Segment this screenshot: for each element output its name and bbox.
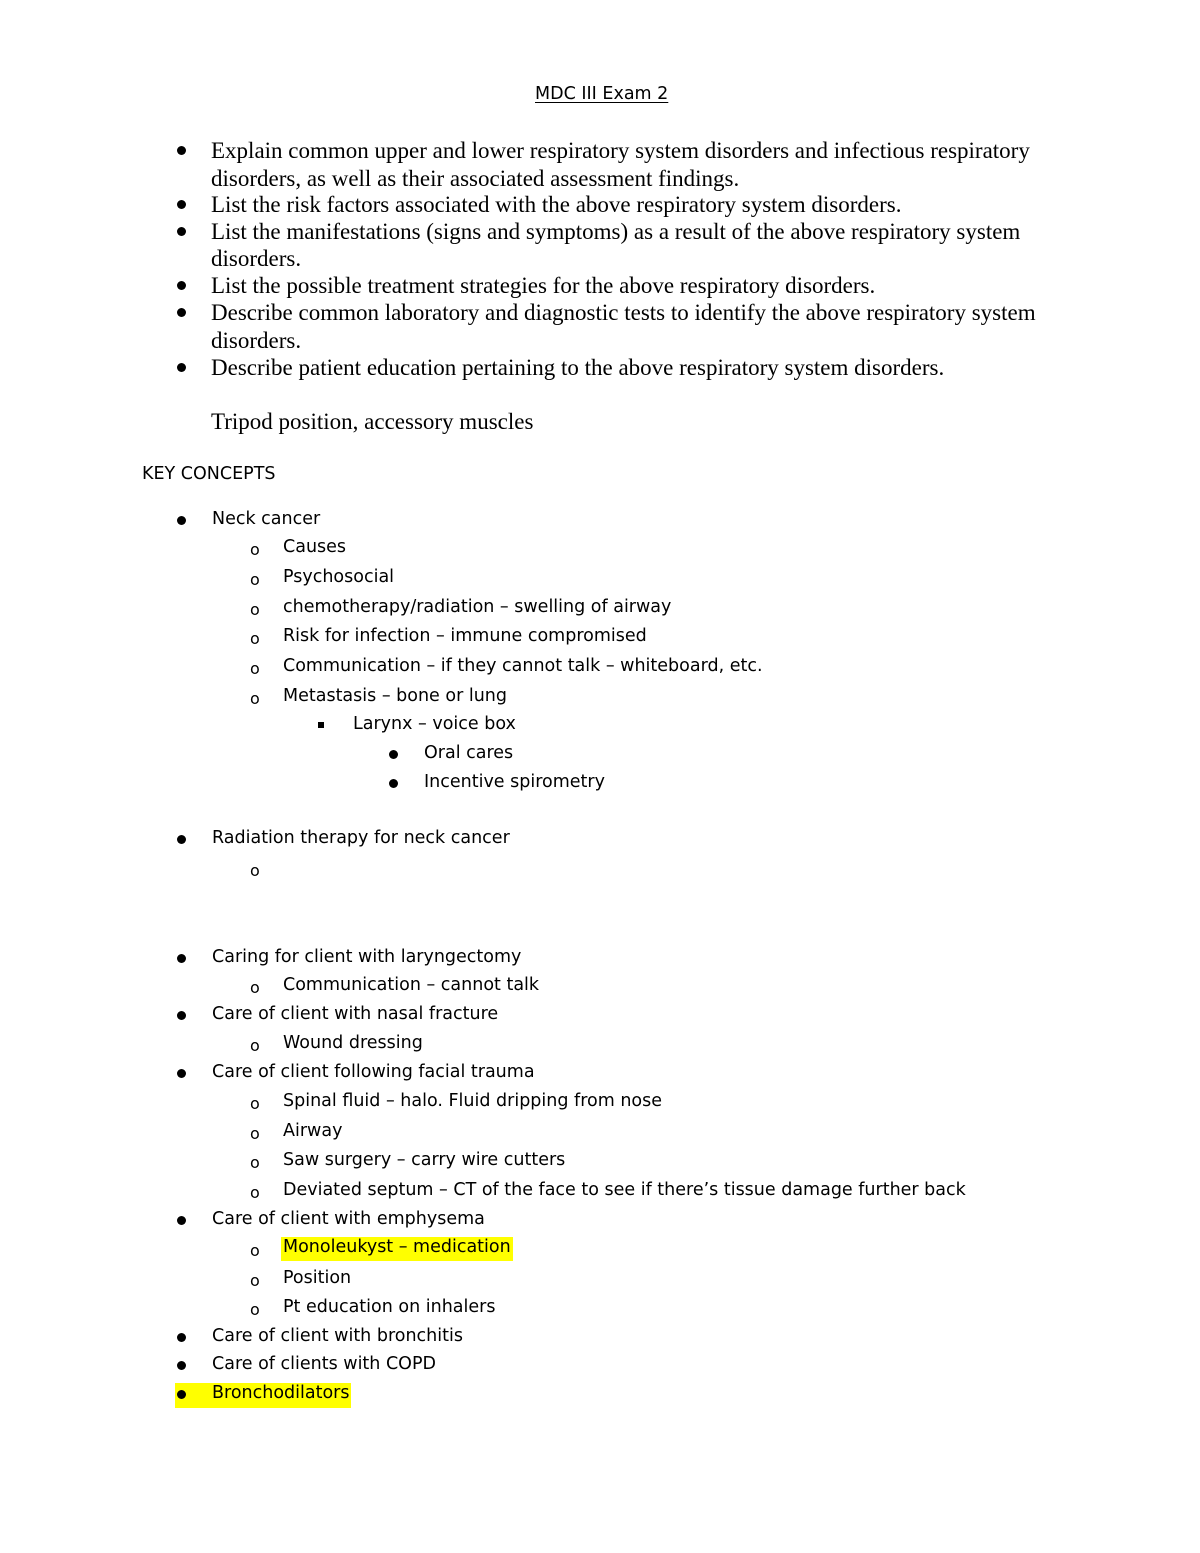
circle-bullet-icon: o [250, 570, 260, 589]
objective-line: disorders. [211, 246, 302, 271]
bullet-icon [177, 281, 186, 290]
circle-bullet-icon: o [250, 1300, 260, 1319]
bullet-icon [177, 227, 186, 236]
circle-bullet-icon: o [250, 659, 260, 678]
list-item: Radiation therapy for neck cancer [212, 828, 510, 848]
bullet-icon [177, 1333, 186, 1342]
objective-line: disorders, as well as their associated assessment findings. [211, 166, 740, 191]
list-item: Airway [283, 1121, 343, 1141]
objective-line: List the possible treatment strategies for the above respiratory disorders. [211, 273, 876, 298]
square-bullet-icon [318, 722, 324, 728]
list-item: Deviated septum – CT of the face to see if there’s tissue damage further back [283, 1180, 966, 1200]
list-item: chemotherapy/radiation – swelling of airway [283, 597, 672, 617]
note-text: Tripod position, accessory muscles [211, 409, 534, 434]
objective-line: List the risk factors associated with the above respiratory system disorders. [211, 192, 902, 217]
bullet-icon [177, 516, 186, 525]
list-item: Saw surgery – carry wire cutters [283, 1150, 566, 1170]
circle-bullet-icon: o [250, 1094, 260, 1113]
circle-bullet-icon: o [250, 1153, 260, 1172]
objective-line: Explain common upper and lower respiratory system disorders and infectious respiratory [211, 138, 1030, 163]
page-title: MDC III Exam 2 [535, 84, 669, 104]
list-item: Care of client following facial trauma [212, 1062, 535, 1082]
bullet-icon [177, 1390, 186, 1399]
circle-bullet-icon: o [250, 1271, 260, 1290]
list-item: Care of client with nasal fracture [212, 1004, 499, 1024]
circle-bullet-icon: o [250, 689, 260, 708]
highlighted-list-item: Monoleukyst – medication [281, 1237, 513, 1261]
bullet-icon [177, 363, 186, 372]
list-item: Metastasis – bone or lung [283, 686, 507, 706]
circle-bullet-icon: o [250, 1241, 260, 1260]
list-item: Communication – cannot talk [283, 975, 540, 995]
list-item: Pt education on inhalers [283, 1297, 496, 1317]
list-item: Psychosocial [283, 567, 395, 587]
objective-line: Describe common laboratory and diagnostic tests to identify the above respiratory system [211, 300, 1036, 325]
list-item: Neck cancer [212, 509, 321, 529]
circle-bullet-icon: o [250, 978, 260, 997]
circle-bullet-icon: o [250, 540, 260, 559]
list-item: Care of client with emphysema [212, 1209, 485, 1229]
bullet-icon [177, 1069, 186, 1078]
objective-line: List the manifestations (signs and symptoms) as a result of the above respiratory system [211, 219, 1021, 244]
bullet-icon [177, 146, 186, 155]
list-item: Care of client with bronchitis [212, 1326, 463, 1346]
objective-line: disorders. [211, 328, 302, 353]
highlighted-list-item: Bronchodilators [212, 1383, 350, 1403]
list-item: Caring for client with laryngectomy [212, 947, 522, 967]
list-item: Care of clients with COPD [212, 1354, 436, 1374]
bullet-icon [177, 1216, 186, 1225]
circle-bullet-icon: o [250, 1124, 260, 1143]
bullet-icon [177, 1011, 186, 1020]
bullet-icon [389, 750, 398, 759]
circle-bullet-icon: o [250, 629, 260, 648]
list-item: Spinal fluid – halo. Fluid dripping from nose [283, 1091, 663, 1111]
circle-bullet-icon: o [250, 861, 260, 880]
circle-bullet-icon: o [250, 600, 260, 619]
bullet-icon [177, 835, 186, 844]
bullet-icon [177, 200, 186, 209]
bullet-icon [177, 1361, 186, 1370]
circle-bullet-icon: o [250, 1036, 260, 1055]
bullet-icon [389, 779, 398, 788]
list-item: Risk for infection – immune compromised [283, 626, 647, 646]
list-item: Oral cares [424, 743, 514, 763]
bullet-icon [177, 308, 186, 317]
list-item: Communication – if they cannot talk – whiteboard, etc. [283, 656, 763, 676]
objective-line: Describe patient education pertaining to the above respiratory system disorders. [211, 355, 945, 380]
list-item: Larynx – voice box [353, 714, 516, 734]
list-item: Incentive spirometry [424, 772, 605, 792]
circle-bullet-icon: o [250, 1183, 260, 1202]
bullet-icon [177, 954, 186, 963]
section-heading: KEY CONCEPTS [142, 464, 276, 484]
list-item: Position [283, 1268, 352, 1288]
list-item: Causes [283, 537, 347, 557]
list-item: Wound dressing [283, 1033, 423, 1053]
